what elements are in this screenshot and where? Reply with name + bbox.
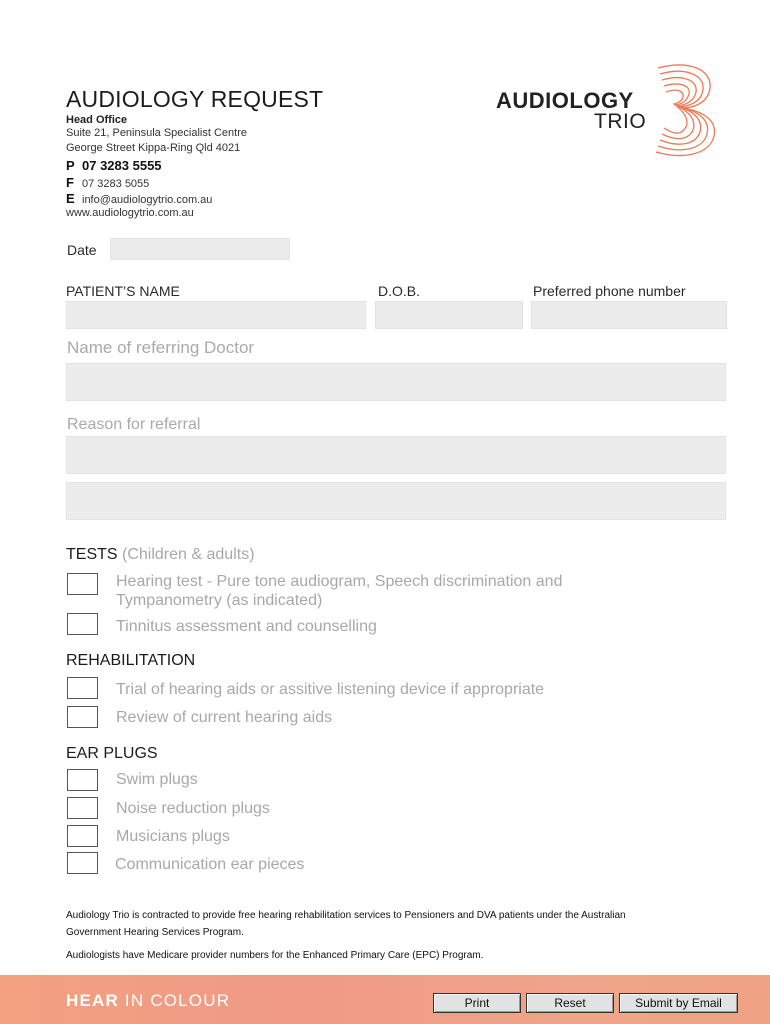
note-line-1: Audiology Trio is contracted to provide free hearing rehabilitation services to Pensioners and DVA patients under the Australian xyxy=(66,910,626,921)
fax-row xyxy=(66,175,149,190)
print-button[interactable]: Print xyxy=(433,993,521,1013)
review-hearing-aids-checkbox[interactable] xyxy=(67,706,98,728)
date-field[interactable] xyxy=(110,238,290,260)
hearing-test-line-1: Hearing test - Pure tone audiogram, Speech discrimination and xyxy=(116,573,563,590)
email-letter: E xyxy=(66,191,75,206)
hearing-test-option xyxy=(116,572,562,610)
tests-heading xyxy=(66,546,255,564)
ear-plugs-heading: EAR PLUGS xyxy=(66,745,158,762)
reason-field-line-1[interactable] xyxy=(66,436,726,474)
noise-reduction-plugs-checkbox[interactable] xyxy=(67,797,98,819)
note-line-2: Government Hearing Services Program. xyxy=(66,927,244,938)
musicians-plugs-option: Musicians plugs xyxy=(116,828,230,845)
tinnitus-checkbox[interactable] xyxy=(67,613,98,635)
date-label: Date xyxy=(67,242,97,258)
reason-field-line-2[interactable] xyxy=(66,482,726,520)
logo-word-audiology: AUDIOLOGY xyxy=(496,88,634,113)
communication-ear-pieces-option: Communication ear pieces xyxy=(115,856,305,873)
reason-for-referral-label: Reason for referral xyxy=(67,416,201,433)
preferred-phone-field[interactable] xyxy=(531,301,727,329)
address-line-1: Suite 21, Peninsula Specialist Centre xyxy=(66,127,247,139)
patient-name-label: PATIENT’S NAME xyxy=(66,283,180,299)
preferred-phone-label: Preferred phone number xyxy=(533,283,686,299)
dob-field[interactable] xyxy=(375,301,523,329)
email-address: info@audiologytrio.com.au xyxy=(82,194,213,206)
phone-number: 07 3283 5555 xyxy=(82,158,162,173)
fax-number: 07 3283 5055 xyxy=(82,178,150,190)
review-hearing-aids-option: Review of current hearing aids xyxy=(116,709,333,726)
website: www.audiologytrio.com.au xyxy=(66,207,194,219)
submit-by-email-button[interactable]: Submit by Email xyxy=(619,993,738,1013)
address-line-2: George Street Kippa-Ring Qld 4021 xyxy=(66,142,241,154)
hearing-test-checkbox[interactable] xyxy=(67,573,98,595)
audiology-trio-3-swirl-icon xyxy=(646,60,726,160)
logo-word-trio: TRIO xyxy=(594,110,647,133)
communication-ear-pieces-checkbox[interactable] xyxy=(67,852,98,874)
reset-button[interactable]: Reset xyxy=(526,993,614,1013)
trial-hearing-aids-checkbox[interactable] xyxy=(67,677,98,699)
phone-letter: P xyxy=(66,158,75,173)
page-title: AUDIOLOGY REQUEST xyxy=(66,86,324,112)
tagline-bold: HEAR xyxy=(66,991,119,1010)
musicians-plugs-checkbox[interactable] xyxy=(67,825,98,847)
trial-hearing-aids-option: Trial of hearing aids or assitive listening device if appropriate xyxy=(116,681,545,698)
tests-heading-text: TESTS xyxy=(66,546,118,563)
tinnitus-option: Tinnitus assessment and counselling xyxy=(116,618,377,635)
head-office-label: Head Office xyxy=(66,114,128,126)
tagline-rest: IN COLOUR xyxy=(124,991,231,1010)
rehabilitation-heading: REHABILITATION xyxy=(66,652,196,669)
swim-plugs-checkbox[interactable] xyxy=(67,769,98,791)
email-row xyxy=(66,191,212,206)
swim-plugs-option: Swim plugs xyxy=(116,771,198,788)
phone-row xyxy=(66,158,162,173)
hearing-test-line-2: Tympanometry (as indicated) xyxy=(116,592,323,609)
noise-reduction-plugs-option: Noise reduction plugs xyxy=(116,800,270,817)
referring-doctor-label: Name of referring Doctor xyxy=(67,338,255,357)
tests-subheading: (Children & adults) xyxy=(122,546,255,563)
referring-doctor-field[interactable] xyxy=(66,363,726,401)
note-line-3: Audiologists have Medicare provider numbers for the Enhanced Primary Care (EPC) Program. xyxy=(66,950,484,961)
patient-name-field[interactable] xyxy=(66,301,366,329)
tagline xyxy=(66,991,230,1011)
fax-letter: F xyxy=(66,175,74,190)
notes-block xyxy=(66,907,716,964)
dob-label: D.O.B. xyxy=(378,283,421,299)
audiology-trio-logo xyxy=(496,60,726,160)
